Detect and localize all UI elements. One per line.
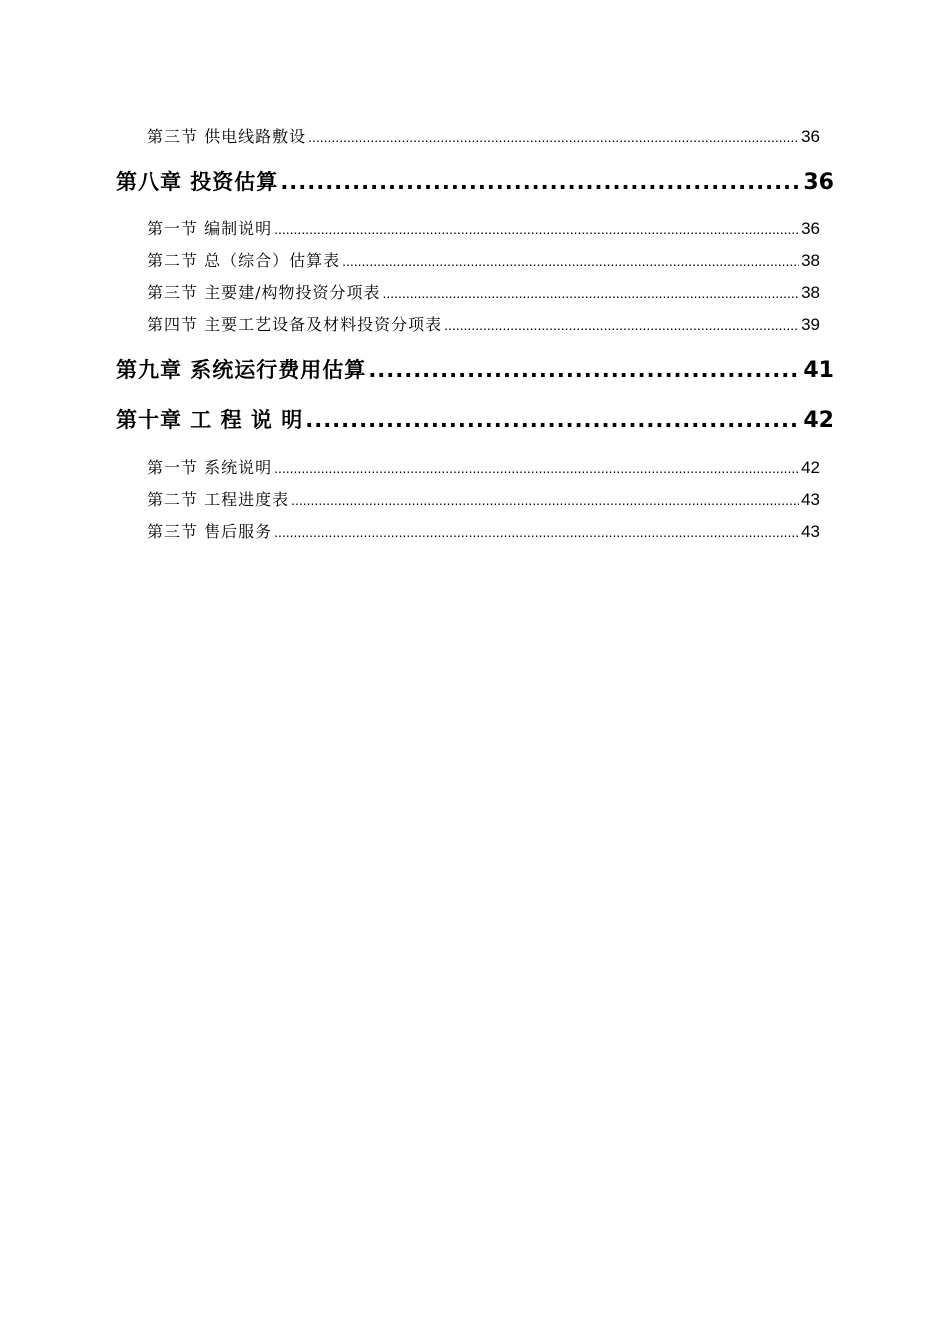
toc-page-number: 38 bbox=[801, 283, 820, 302]
toc-entry-label: 第十章 工 程 说 明 bbox=[116, 407, 304, 432]
toc-entry-section[interactable] bbox=[147, 216, 820, 239]
toc-entry-section[interactable] bbox=[147, 248, 820, 271]
toc-page-number: 43 bbox=[801, 522, 820, 541]
toc-page-number: 38 bbox=[801, 251, 820, 270]
toc-entry-section[interactable] bbox=[147, 487, 820, 510]
toc-entry-label: 第二节 工程进度表 bbox=[147, 490, 290, 509]
toc-entry-label: 第三节 供电线路敷设 bbox=[147, 127, 307, 146]
dot-leader bbox=[444, 317, 799, 333]
dot-leader bbox=[280, 170, 801, 194]
toc-page-number: 43 bbox=[801, 490, 820, 509]
toc-page-number: 36 bbox=[801, 127, 820, 146]
toc-entry-chapter[interactable] bbox=[116, 166, 834, 196]
toc-entry-label: 第四节 主要工艺设备及材料投资分项表 bbox=[147, 315, 443, 334]
toc-entry-label: 第九章 系统运行费用估算 bbox=[116, 357, 367, 382]
toc-page-number: 39 bbox=[801, 315, 820, 334]
dot-leader bbox=[274, 524, 799, 540]
toc-page-number: 36 bbox=[803, 170, 834, 195]
dot-leader bbox=[308, 129, 799, 145]
dot-leader bbox=[342, 253, 799, 269]
toc-entry-section[interactable] bbox=[147, 280, 820, 303]
toc-entry-section[interactable] bbox=[147, 312, 820, 335]
dot-leader bbox=[382, 285, 799, 301]
toc-page-number: 42 bbox=[801, 458, 820, 477]
toc-entry-label: 第八章 投资估算 bbox=[116, 169, 279, 194]
toc-page-number: 36 bbox=[801, 219, 820, 238]
toc-entry-section[interactable] bbox=[147, 519, 820, 542]
toc-page-number: 42 bbox=[803, 408, 834, 433]
toc-entry-section[interactable] bbox=[147, 124, 820, 147]
toc-entry-label: 第一节 编制说明 bbox=[147, 219, 273, 238]
dot-leader bbox=[368, 358, 801, 382]
toc-entry-label: 第一节 系统说明 bbox=[147, 458, 273, 477]
dot-leader bbox=[274, 460, 799, 476]
dot-leader bbox=[274, 221, 799, 237]
toc-entry-label: 第三节 主要建/构物投资分项表 bbox=[147, 283, 381, 302]
dot-leader bbox=[305, 408, 801, 432]
toc-entry-section[interactable] bbox=[147, 455, 820, 478]
toc-entry-chapter[interactable] bbox=[116, 404, 834, 434]
toc-page-number: 41 bbox=[803, 358, 834, 383]
dot-leader bbox=[291, 492, 799, 508]
toc-entry-label: 第三节 售后服务 bbox=[147, 522, 273, 541]
toc-entry-chapter[interactable] bbox=[116, 354, 834, 384]
toc-entry-label: 第二节 总（综合）估算表 bbox=[147, 251, 341, 270]
